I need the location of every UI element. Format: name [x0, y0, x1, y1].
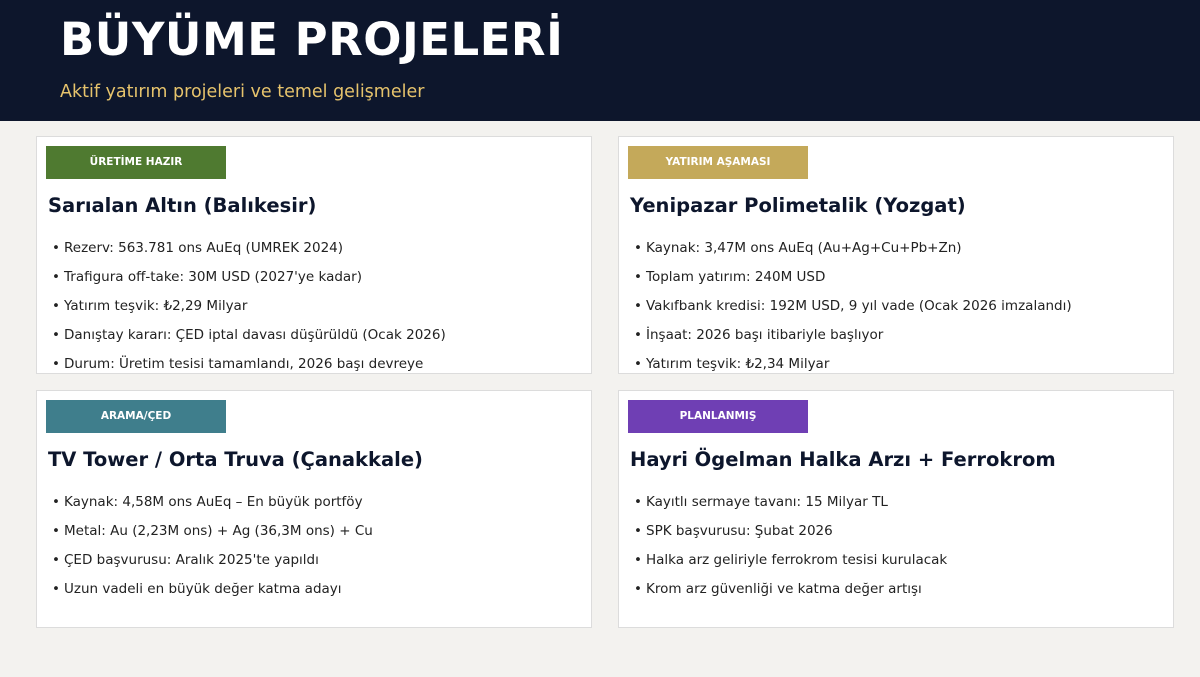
list-item: • İnşaat: 2026 başı itibariyle başlıyor — [634, 323, 1072, 352]
project-card-yenipazar — [618, 136, 1174, 374]
project-card-hayri-ogelman — [618, 390, 1174, 628]
project-title: Hayri Ögelman Halka Arzı + Ferrokrom — [630, 448, 1056, 471]
project-title: Yenipazar Polimetalik (Yozgat) — [630, 194, 966, 217]
project-title: TV Tower / Orta Truva (Çanakkale) — [48, 448, 423, 471]
list-item: • Toplam yatırım: 240M USD — [634, 265, 1072, 294]
list-item: • Yatırım teşvik: ₺2,29 Milyar — [52, 294, 446, 323]
list-item: • Kaynak: 3,47M ons AuEq (Au+Ag+Cu+Pb+Zn) — [634, 236, 1072, 265]
page-title: BÜYÜME PROJELERİ — [60, 13, 564, 66]
header-banner — [0, 0, 1200, 121]
list-item: • SPK başvurusu: Şubat 2026 — [634, 519, 947, 548]
list-item: • Vakıfbank kredisi: 192M USD, 9 yıl vade (Ocak 2026 imzalandı) — [634, 294, 1072, 323]
status-badge: ÜRETİME HAZIR — [46, 146, 226, 179]
status-badge: PLANLANMIŞ — [628, 400, 808, 433]
list-item: • Yatırım teşvik: ₺2,34 Milyar — [634, 352, 1072, 381]
list-item: • Durum: Üretim tesisi tamamlandı, 2026 başı devreye — [52, 352, 446, 381]
project-card-tv-tower — [36, 390, 592, 628]
project-title: Sarıalan Altın (Balıkesir) — [48, 194, 317, 217]
list-item: • Uzun vadeli en büyük değer katma adayı — [52, 577, 373, 606]
list-item: • Krom arz güvenliği ve katma değer artışı — [634, 577, 947, 606]
project-details-list — [634, 490, 947, 606]
project-card-sarialan — [36, 136, 592, 374]
list-item: • Halka arz geliriyle ferrokrom tesisi kurulacak — [634, 548, 947, 577]
list-item: • Metal: Au (2,23M ons) + Ag (36,3M ons) + Cu — [52, 519, 373, 548]
status-badge: ARAMA/ÇED — [46, 400, 226, 433]
list-item: • ÇED başvurusu: Aralık 2025'te yapıldı — [52, 548, 373, 577]
project-details-list — [634, 236, 1072, 381]
page-subtitle: Aktif yatırım projeleri ve temel gelişmeler — [60, 82, 425, 102]
status-badge: YATIRIM AŞAMASI — [628, 146, 808, 179]
project-details-list — [52, 490, 373, 606]
project-details-list — [52, 236, 446, 381]
list-item: • Rezerv: 563.781 ons AuEq (UMREK 2024) — [52, 236, 446, 265]
list-item: • Kaynak: 4,58M ons AuEq – En büyük portföy — [52, 490, 373, 519]
list-item: • Kayıtlı sermaye tavanı: 15 Milyar TL — [634, 490, 947, 519]
list-item: • Trafigura off-take: 30M USD (2027'ye kadar) — [52, 265, 446, 294]
list-item: • Danıştay kararı: ÇED iptal davası düşürüldü (Ocak 2026) — [52, 323, 446, 352]
